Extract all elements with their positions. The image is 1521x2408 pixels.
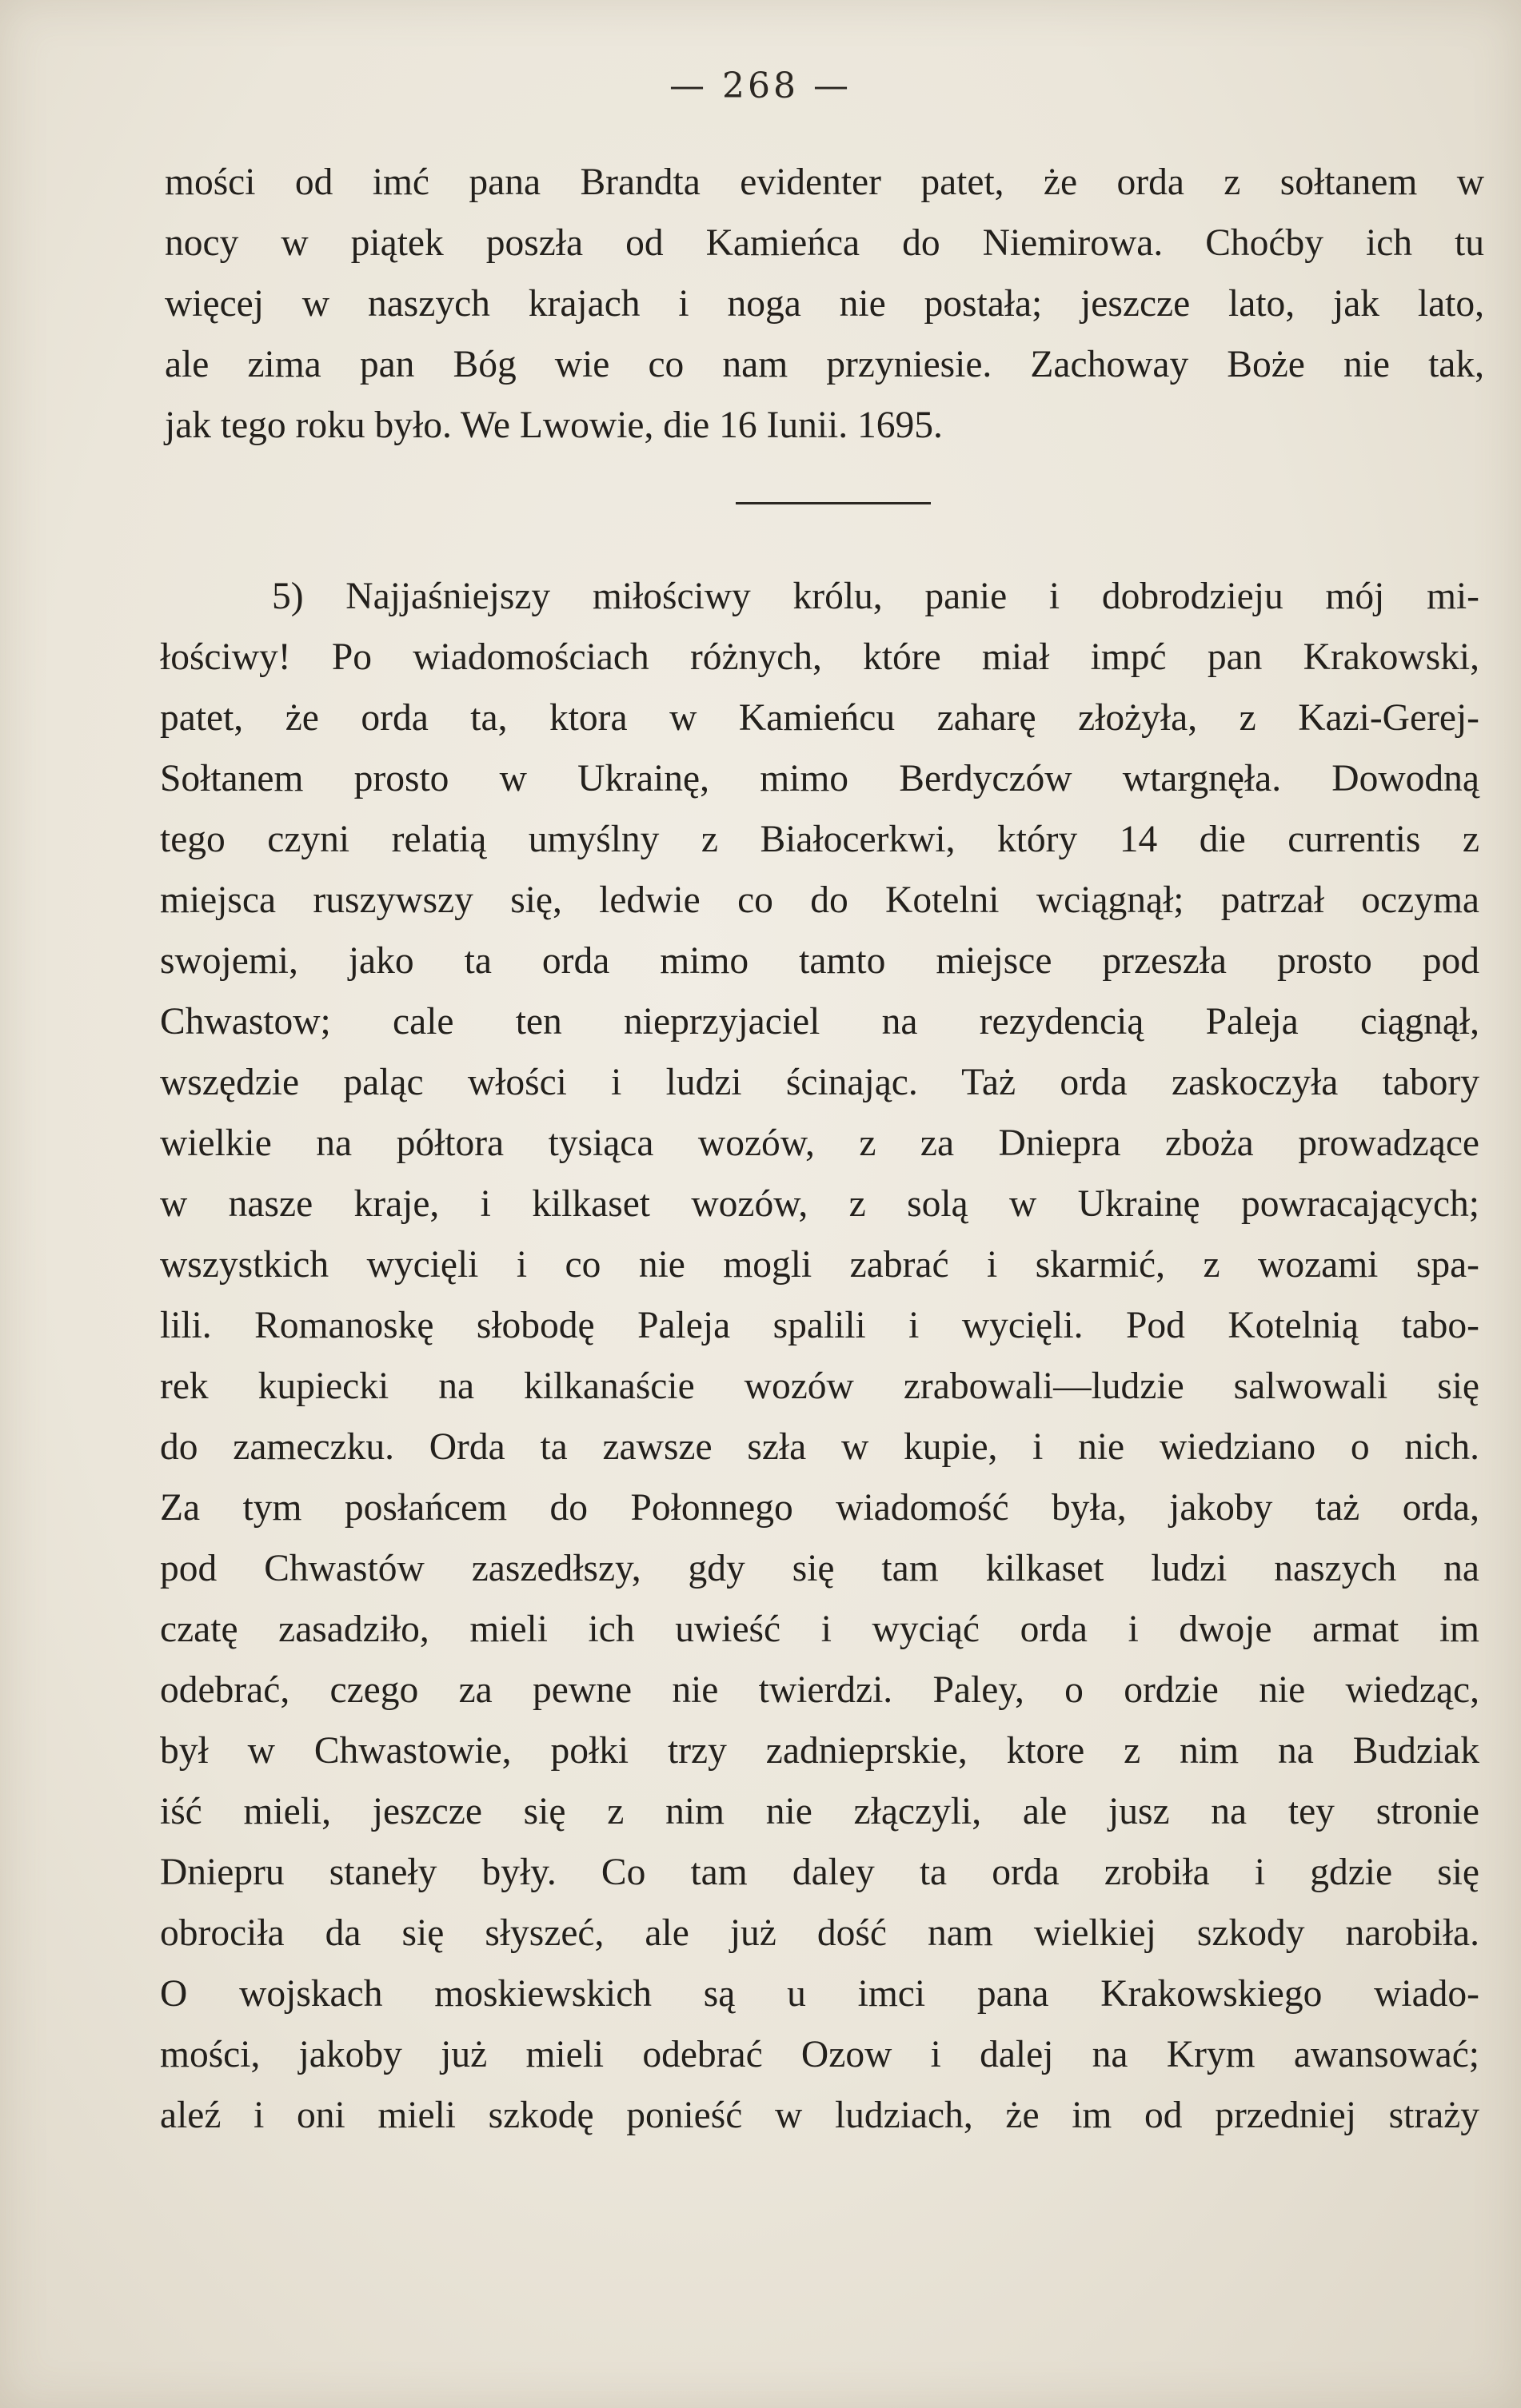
page-number: — 268 —	[669, 66, 852, 106]
text-line: swojemi, jako ta orda mimo tamto miejsce przeszła prosto pod	[160, 940, 1479, 982]
text-line: łościwy! Po wiadomościach różnych, które miał impć pan Krakowski,	[160, 636, 1479, 678]
text-block-letter-5	[160, 566, 1479, 2146]
text-line: odebrać, czego za pewne nie twierdzi. Paley, o ordzie nie wiedząc,	[160, 1669, 1479, 1711]
text-line: tego czyni relatią umyślny z Białocerkwi, który 14 die currentis z	[160, 819, 1479, 860]
text-line: O wojskach moskiewskich są u imci pana Krakowskiego wiado-	[160, 1973, 1479, 2015]
text-line: rek kupiecki na kilkanaście wozów zrabowali—ludzie salwowali się	[160, 1365, 1479, 1407]
text-line: do zameczku. Orda ta zawsze szła w kupie, i nie wiedziano o nich.	[160, 1426, 1479, 1468]
text-line: aleź i oni mieli szkodę ponieść w ludziach, że im od przedniej straży	[160, 2095, 1479, 2136]
text-line: Dniepru staneły były. Co tam daley ta orda zrobiła i gdzie się	[160, 1852, 1479, 1893]
text-line: patet, że orda ta, ktora w Kamieńcu zaharę złożyła, z Kazi-Gerej-	[160, 697, 1479, 739]
text-line: był w Chwastowie, połki trzy zadnieprskie, ktore z nim na Budziak	[160, 1730, 1479, 1772]
text-line: czatę zasadziło, mieli ich uwieść i wyciąć orda i dwoje armat im	[160, 1609, 1479, 1650]
text-line: jak tego roku było. We Lwowie, die 16 Iunii. 1695.	[165, 405, 943, 446]
text-line: 5) Najjaśniejszy miłościwy królu, panie i dobrodzieju mój mi-	[272, 576, 1479, 617]
text-line: mości od imć pana Brandta evidenter patet, że orda z sołtanem w	[165, 161, 1484, 203]
section-divider-rule	[736, 502, 931, 504]
text-line: mości, jakoby już mieli odebrać Ozow i dalej na Krym awansować;	[160, 2034, 1479, 2075]
text-line: pod Chwastów zaszedłszy, gdy się tam kilkaset ludzi naszych na	[160, 1548, 1479, 1589]
text-line: więcej w naszych krajach i noga nie postała; jeszcze lato, jak lato,	[165, 283, 1484, 325]
text-line: wszystkich wycięli i co nie mogli zabrać i skarmić, z wozami spa-	[160, 1244, 1479, 1286]
text-line: lili. Romanoskę słobodę Paleja spalili i wycięli. Pod Kotelnią tabo-	[160, 1305, 1479, 1346]
text-line: w nasze kraje, i kilkaset wozów, z solą w Ukrainę powracających;	[160, 1183, 1479, 1225]
text-line: iść mieli, jeszcze się z nim nie złączyli, ale jusz na tey stronie	[160, 1791, 1479, 1832]
text-line: ale zima pan Bóg wie co nam przyniesie. Zachoway Boże nie tak,	[165, 344, 1484, 385]
text-line: nocy w piątek poszła od Kamieńca do Niemirowa. Choćby ich tu	[165, 222, 1484, 264]
text-line: Sołtanem prosto w Ukrainę, mimo Berdyczów wtargnęła. Dowodną	[160, 758, 1479, 799]
text-line: Za tym posłańcem do Połonnego wiadomość była, jakoby taż orda,	[160, 1487, 1479, 1529]
text-line: miejsca ruszywszy się, ledwie co do Kotelni wciągnął; patrzał oczyma	[160, 879, 1479, 921]
text-line: Chwastow; cale ten nieprzyjaciel na rezydencią Paleja ciągnął,	[160, 1001, 1479, 1043]
text-line: obrociła da się słyszeć, ale już dość nam wielkiej szkody narobiła.	[160, 1912, 1479, 1954]
text-line: wielkie na półtora tysiąca wozów, z za Dniepra zboża prowadzące	[160, 1122, 1479, 1164]
text-block-continuation	[165, 152, 1484, 456]
text-line: wszędzie paląc włości i ludzi ścinając. Taż orda zaskoczyła tabory	[160, 1062, 1479, 1103]
